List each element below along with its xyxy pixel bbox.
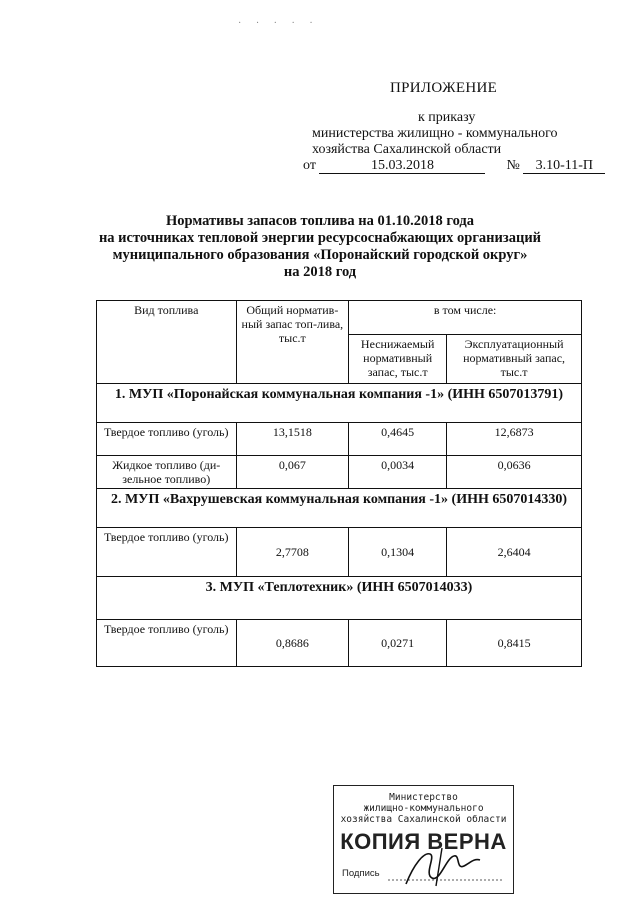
table-row [97, 423, 582, 456]
header-fuel-type: Вид топлива [97, 301, 237, 384]
section-title: 1. МУП «Поронайская коммунальная компания -1» (ИНН 6507013791) [97, 384, 582, 423]
stamp-line-1: Министерство [389, 792, 458, 803]
cell-operational: 2,6404 [447, 528, 582, 577]
stamp-copy-verified: КОПИЯ ВЕРНА [340, 829, 507, 854]
fuel-norms-table [96, 300, 582, 667]
section-title: 3. МУП «Теплотехник» (ИНН 6507014033) [97, 577, 582, 620]
signature-icon [384, 844, 504, 889]
cell-operational: 12,6873 [447, 423, 582, 456]
cell-fuel: Твердое топливо (уголь) [97, 423, 237, 456]
cell-fuel: Жидкое топливо (ди-зельное топливо) [97, 456, 237, 489]
cell-non-reducible: 0,0271 [349, 620, 447, 667]
appendix-title: ПРИЛОЖЕНИЕ [390, 80, 498, 96]
stamp-line-2: жилищно-коммунального [363, 803, 484, 814]
table-row [97, 456, 582, 489]
header-total: Общий норматив-ный запас топ-лива, тыс.т [236, 301, 349, 384]
cell-non-reducible: 0,0034 [349, 456, 447, 489]
stamp-signature-label: Подпись [342, 868, 380, 879]
document-title [0, 213, 640, 281]
header-non-reducible: Неснижаемый нормативный запас, тыс.т [349, 335, 447, 384]
section-title: 2. МУП «Вахрушевская коммунальная компания -1» (ИНН 6507014330) [97, 489, 582, 528]
cell-total: 0,8686 [236, 620, 349, 667]
section-row [97, 489, 582, 528]
title-line-1: Нормативы запасов топлива на 01.10.2018 года [165, 213, 475, 229]
table-row [97, 528, 582, 577]
cell-total: 0,067 [236, 456, 349, 489]
cell-fuel: Твердое топливо (уголь) [97, 620, 237, 667]
header-including: в том числе: [349, 301, 582, 335]
table-header-row [97, 301, 582, 335]
cell-operational: 0,0636 [447, 456, 582, 489]
number-prefix: № [506, 158, 520, 173]
copy-certified-stamp [333, 785, 514, 894]
section-row [97, 577, 582, 620]
title-line-4: на 2018 год [283, 264, 357, 280]
cell-operational: 0,8415 [447, 620, 582, 667]
title-line-3: муниципального образования «Поронайский городской округ» [112, 247, 528, 263]
order-number: 3.10-11-П [523, 158, 605, 174]
stamp-line-3: хозяйства Сахалинской области [340, 814, 507, 825]
header-operational: Эксплуатационный нормативный запас, тыс.т [447, 335, 582, 384]
appendix-date-number [303, 158, 605, 174]
title-line-2: на источниках тепловой энергии ресурсоснабжающих организаций [98, 230, 542, 246]
cell-fuel: Твердое топливо (уголь) [97, 528, 237, 577]
date-prefix: от [303, 158, 316, 173]
order-date: 15.03.2018 [319, 158, 485, 174]
scan-marks: · · · · · [238, 18, 319, 29]
section-row [97, 384, 582, 423]
appendix-region-line: хозяйства Сахалинской области [312, 142, 502, 157]
cell-total: 13,1518 [236, 423, 349, 456]
cell-non-reducible: 0,4645 [349, 423, 447, 456]
cell-non-reducible: 0,1304 [349, 528, 447, 577]
table-row [97, 620, 582, 667]
appendix-ministry-line: министерства жилищно - коммунального [312, 126, 558, 141]
appendix-order-line: к приказу [418, 110, 476, 125]
cell-total: 2,7708 [236, 528, 349, 577]
